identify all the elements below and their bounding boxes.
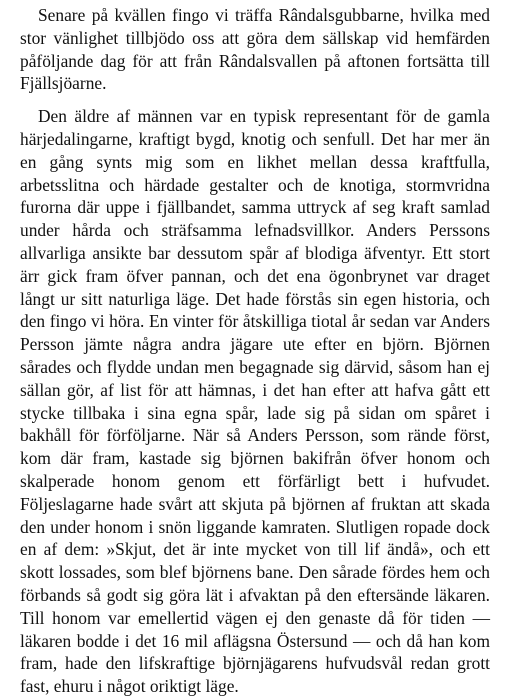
paragraph-1: Senare på kvällen fingo vi träffa Rândalsgubbarne, hvilka med stor vänlighet tillbjödo oss att göra dem sällskap vid hemfärden påföljande dag för att från Rândalsvallen på aftonen fortsätta till Fjällsjöarne.	[20, 5, 490, 94]
paragraph-2: Den äldre af männen var en typisk representant för de gamla härjedalingarne, kraftigt bygd, knotig och senfull. Det har mer än en gång synts mig som en likhet mellan dessa kraftfulla, arbetsslitna och härdade gestalter och de knotiga, stormvridna furorna där uppe i fjällbandet, samma uttryck af seg kraft samlad under hårda och sträfsamma lefnadsvillkor. Anders Perssons allvarliga ansikte bar dessutom spår af blodiga äfventyr. Ett stort ärr gick fram öfver pannan, och det ena ögonbrynet var draget långt ur sitt naturliga läge. Det hade förstås sin egen historia, och den fingo vi höra. En vinter för åtskilliga tiotal år sedan var Anders Persson jämte några andra jägare ute efter en björn. Björnen sårades och flydde undan men begagnade sig därvid, såsom han ej sällan gör, af list för att hämnas, i det han efter att hafva gått ett stycke tillbaka i sina egna spår, lade sig på sidan om spåret i bakhåll för förföljarne. När så Anders Persson, som rände först, kom där fram, kastade sig björnen bakifrån öfver honom och skalperade honom genom ett förfärligt bett i hufvudet. Följeslagarne hade svårt att skjuta på björnen af fruktan att skada den under honom i snön liggande kamraten. Slutligen ropade dock en af dem: »Skjut, det är inte mycket von till lif ändå», och ett skott lossades, som blef björnens bane. Den sårade fördes hem och förbands så godt sig göra lät i afvaktan på den eftersände läkaren. Till honom var emellertid vägen ej den genaste då för tiden — läkaren bodde i det 16 mil aflägsna Östersund — och då han kom fram, hade den lifskraftige björnjägarens hufvudsvål redan grott fast, ehuru i något oriktigt läge.	[20, 106, 490, 697]
body-text	[20, 4, 490, 698]
